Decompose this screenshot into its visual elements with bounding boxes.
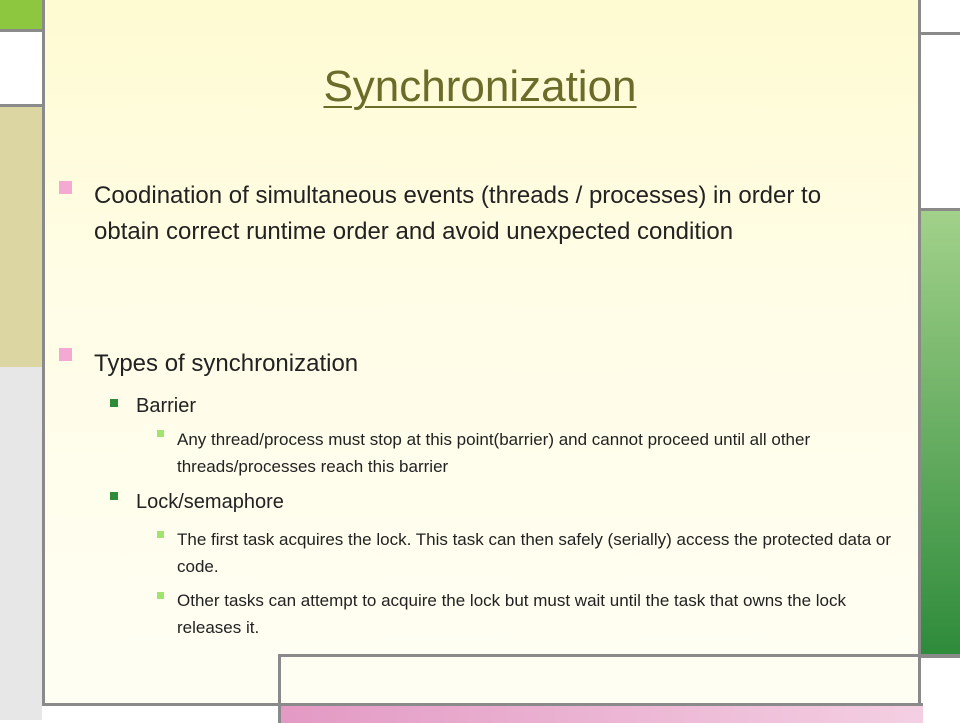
bullet-marker [157, 430, 164, 437]
bullet-lock: Lock/semaphore [136, 491, 284, 513]
deco-dark-green-strip [920, 208, 960, 655]
bullet-marker [110, 399, 118, 407]
bullet-marker [157, 592, 164, 599]
bullet-lock-detail-1: The first task acquires the lock. This task can then safely (serially) access the protected data or code. [177, 530, 892, 576]
deco-topright-white [918, 0, 960, 35]
bullet-barrier-detail: Any thread/process must stop at this point(barrier) and cannot proceed until all other threads/processes reach this barrier [177, 430, 811, 476]
bullet-marker [110, 492, 118, 500]
deco-bottom-frame-line [278, 654, 960, 657]
bullet-marker [59, 348, 72, 361]
bullet-marker [157, 531, 164, 538]
bullet-marker [59, 181, 72, 194]
bullet-types: Types of synchronization [94, 350, 359, 377]
deco-pink-strip [278, 703, 923, 723]
deco-right-white-bottom [920, 655, 960, 720]
deco-left-khaki [0, 107, 45, 367]
slide-title: Synchronization [323, 62, 637, 111]
bullet-coordination: Coodination of simultaneous events (threads / processes) in order to obtain correct runtime order and avoid unexpected condition [94, 182, 822, 245]
bullet-barrier: Barrier [136, 395, 197, 417]
deco-bottom-left-white [42, 703, 282, 723]
bullet-lock-detail-2: Other tasks can attempt to acquire the lock but must wait until the task that owns the lock releases it. [177, 591, 846, 637]
deco-bottom-frame-vertical [278, 654, 281, 720]
